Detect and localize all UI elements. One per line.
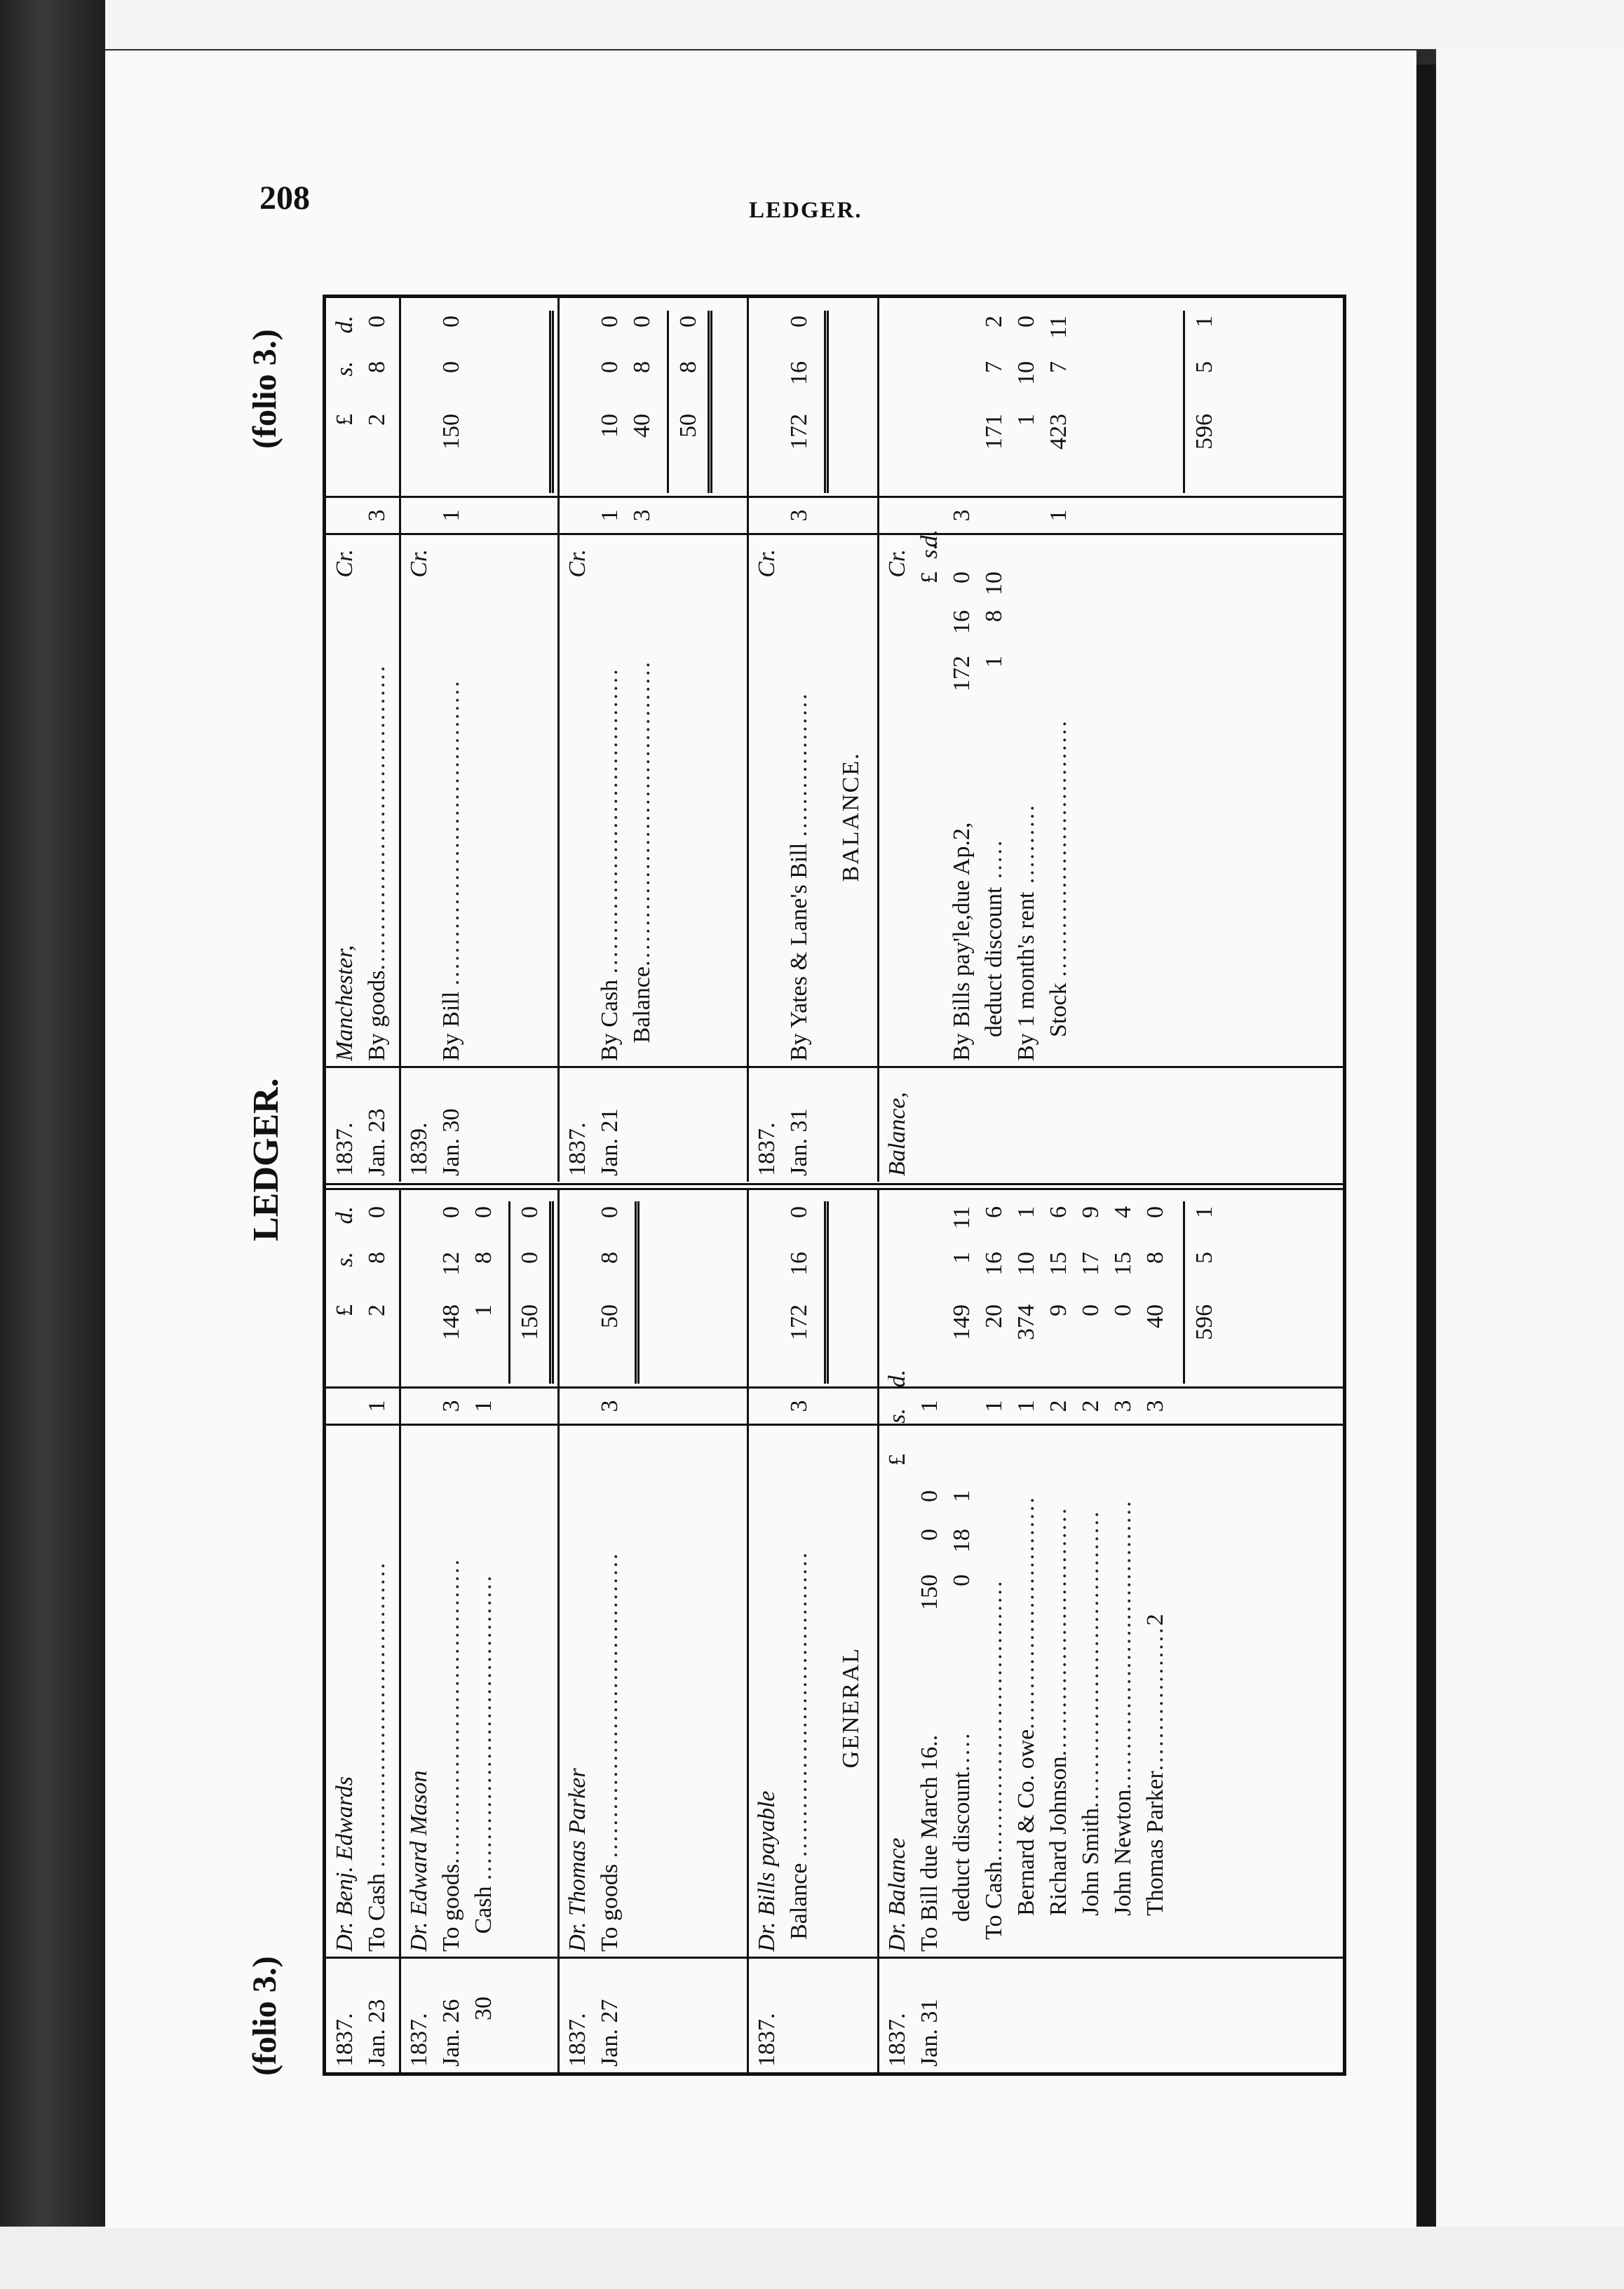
header-pence: d. xyxy=(332,1206,358,1224)
total-row: 596 5 1 xyxy=(1191,316,1217,450)
ledger-row: Richard Johnson............................... 2 9 15 6 xyxy=(1046,1206,1071,1916)
ledger-heading: LEDGER. xyxy=(246,1078,286,1241)
ledger-row: Jan. 31 By Yates & Lane's Bill .................. 3 172 16 0 xyxy=(786,316,812,1176)
header-pence: d. xyxy=(332,316,358,334)
account-title: Balance, xyxy=(884,1092,910,1176)
header-shillings: s. xyxy=(332,1252,358,1267)
ledger-row: Bernard & Co. owe............................. 1 374 10 1 xyxy=(1013,1206,1039,1916)
scan-background-top xyxy=(0,0,1624,49)
ledger-row: 30 Cash ...................................... 1 1 8 0 xyxy=(471,1206,496,2020)
ledger-row: Jan. 31 To Bill due March 16.. 150 0 0 1 xyxy=(916,1400,942,2067)
ledger-row: Balance ...................................... 3 172 16 0 xyxy=(786,1206,812,1940)
debit-side: £ s. d. 1837. Dr. Benj. Edwards Jan. 23 To Cash ...................................... 1 2 8 0 1837. Dr. Edward Mason Jan. 26 To goods...................................... 3 148 12 0 30 Cash ...................................... 1 1 8 0 150 0 0 1837. Dr. Thomas Parker Jan. 27 To goods ...................................... 3 50 8 0 1837. Dr. Bills payable Balance ...................................... 3 172 16 0 GENERAL 1837. Dr. Balance £ s. d. Jan. 31 To Bill due March 16.. 150 0 0 1 deduct discount..... 0 18 1 149 1 11 To Cash................................... 1 20 16 6 Bernard & Co. owe............................. 1 374 10 1 Richard Johnson............................... 2 9 15 6 John Smith..................................... 2 0 17 9 John Newton.................................... 3 0 15 4 Thomas Parker..................2 3 40 8 0 596 5 1 xyxy=(326,1189,1343,2072)
ledger-row: Balance...................................... 3 40 8 0 xyxy=(629,316,655,1044)
credit-side: £ s. d. 1837. Manchester, Cr. Jan. 23 By goods...................................... 3 2 8 0 1839. Cr. Jan. 30 By Bill ...................................... 1 150 0 0 1837. Cr. Jan. 21 By Cash ...................................... 1 10 0 0 Balance...................................... 3 40 8 0 50 8 0 1837. Cr. Jan. 31 By Yates & Lane's Bill .................. 3 172 16 0 BALANCE. Balance, Cr. £ s. d. By Bills pay'le,due Ap.2, 172 16 0 3 deduct discount ..... 1 8 10 171 7 2 By 1 month's rent .......... 1 10 0 Stock ................................ 1 423 7 11 596 5 1 xyxy=(326,297,1343,1182)
account-title: Dr. Thomas Parker xyxy=(564,1768,590,1952)
ledger-row: Jan. 26 To goods...................................... 3 148 12 0 xyxy=(438,1206,464,2067)
account-title: Dr. Edward Mason xyxy=(406,1770,432,1952)
adjacent-page xyxy=(1436,49,1624,2230)
ledger-row: Jan. 27 To goods ...................................... 3 50 8 0 xyxy=(597,1206,623,2067)
page-number: 208 xyxy=(259,180,310,217)
ledger-row: Jan. 30 By Bill ...................................... 1 150 0 0 xyxy=(438,316,464,1176)
ledger-row: John Smith..................................... 2 0 17 9 xyxy=(1078,1206,1104,1916)
ledger-rotated xyxy=(231,266,1353,2104)
header-pounds: £ xyxy=(332,414,358,426)
total-row: 150 0 0 xyxy=(517,1206,543,1340)
ledger-row: Jan. 23 To Cash ...................................... 1 2 8 0 xyxy=(364,1206,390,2067)
account-title: Manchester, xyxy=(332,945,358,1061)
section-title-general: GENERAL xyxy=(838,1647,864,1769)
account-title: Dr. Bills payable xyxy=(754,1790,780,1952)
folio-right: (folio 3.) xyxy=(246,329,283,449)
folio-left: (folio 3.) xyxy=(246,1956,283,2076)
ledger-row: John Newton.................................... 3 0 15 4 xyxy=(1110,1206,1136,1916)
total-row: 596 5 1 xyxy=(1191,1206,1217,1340)
scan-background-left xyxy=(0,0,105,2289)
section-title-balance: BALANCE. xyxy=(838,752,864,882)
running-head: LEDGER. xyxy=(749,198,862,223)
ledger-row: deduct discount..... 0 18 1 149 1 11 xyxy=(949,1206,975,1922)
ledger-row: Stock ................................ 1 423 7 11 xyxy=(1046,316,1071,1037)
account-title: Dr. Benj. Edwards xyxy=(332,1776,358,1952)
total-row: 50 8 0 xyxy=(675,316,701,438)
ledger-row: Jan. 23 By goods...................................... 3 2 8 0 xyxy=(364,316,390,1176)
ledger-row: By Bills pay'le,due Ap.2, 172 16 0 3 xyxy=(949,509,975,1061)
header-shillings: s. xyxy=(332,361,358,377)
ledger-table xyxy=(323,295,1346,2076)
ledger-row: To Cash................................... 1 20 16 6 xyxy=(981,1206,1007,1940)
account-title: Dr. Balance xyxy=(884,1837,910,1952)
ledger-row: Thomas Parker..................2 3 40 8 0 xyxy=(1142,1206,1168,1916)
scan-background-bottom xyxy=(0,2227,1624,2289)
book-gutter xyxy=(1415,65,1436,2227)
ledger-row: deduct discount ..... 1 8 10 171 7 2 xyxy=(981,316,1007,1037)
ledger-row: Jan. 21 By Cash ...................................... 1 10 0 0 xyxy=(597,316,623,1176)
header-pounds: £ xyxy=(332,1304,358,1316)
ledger-row: By 1 month's rent .......... 1 10 0 xyxy=(1013,316,1039,1061)
